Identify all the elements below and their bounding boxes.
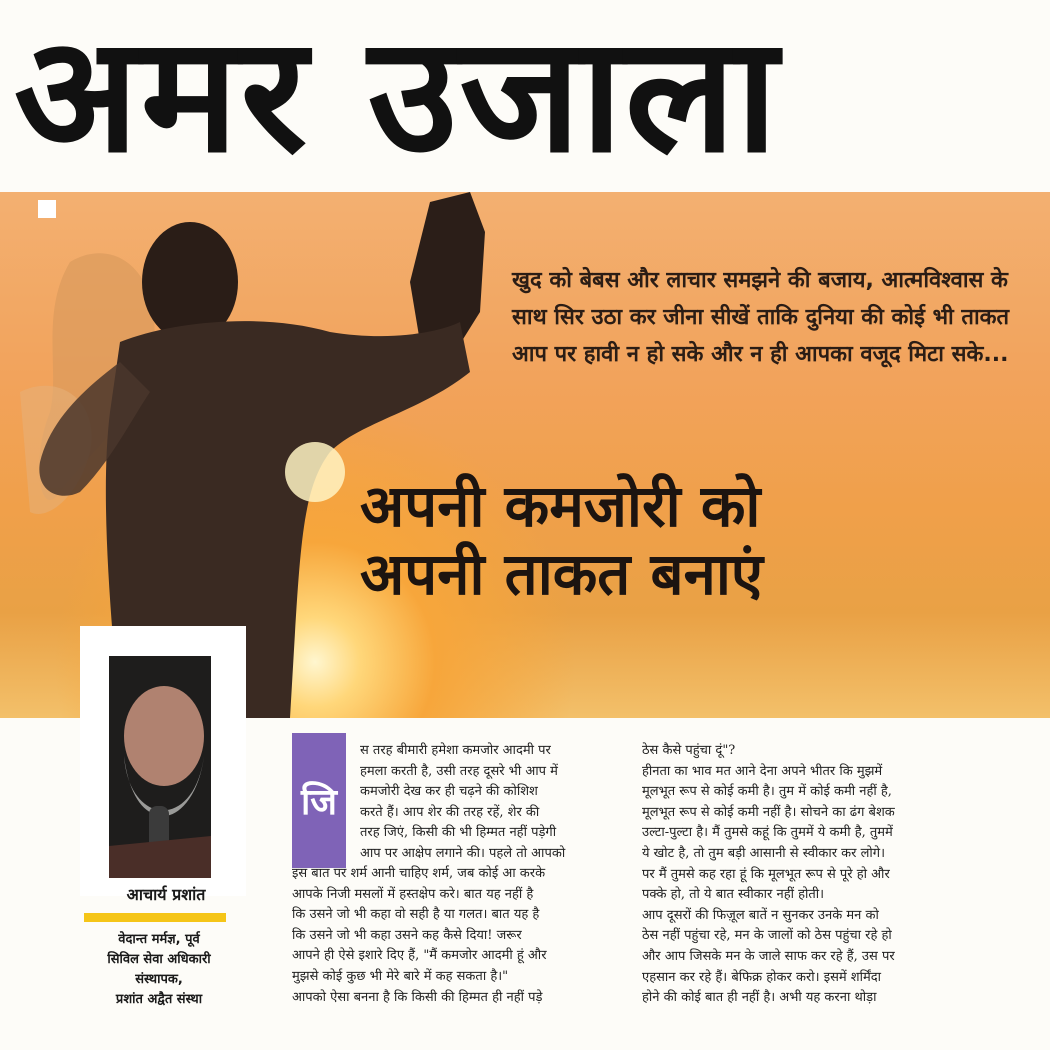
article-column-2: [642, 741, 972, 1009]
text-line: कि उसने जो भी कहा वो सही है या गलत। बात यह है: [292, 907, 540, 923]
article-headline: [360, 472, 1020, 608]
text-line: उल्टा-पुल्टा है। मैं तुमसे कहूं कि तुममें ये कमी है, तुममें: [642, 825, 893, 841]
author-name: आचार्य प्रशांत: [126, 885, 206, 904]
text-line: ये खोट है, तो तुम बड़ी आसानी से स्वीकार कर लोगे।: [642, 845, 886, 861]
text-line: हमला करती है, उसी तरह दूसरे भी आप में: [360, 763, 558, 779]
drop-cap: जि: [292, 733, 346, 868]
text-line: ठेस कैसे पहुंचा दूं"?: [642, 743, 736, 758]
article-column-1: [292, 864, 618, 1008]
article-column-1-intro: [360, 741, 618, 865]
headline-line-2: अपनी ताकत बनाएं: [360, 540, 763, 608]
text-line: आपको ऐसा बनना है कि किसी की हिम्मत ही नहीं पड़े: [292, 989, 543, 1005]
text-line: मूलभूत रूप से कोई कमी नहीं है। सोचने का ढंग बेशक: [642, 804, 895, 820]
text-line: करते हैं। आप शेर की तरह रहें, शेर की: [360, 804, 540, 820]
text-line: पर मैं तुमसे कह रहा हूं कि मूलभूत रूप से पूरे हो और: [642, 866, 890, 882]
text-line: होने की कोई बात ही नहीं है। अभी यह करना थोड़ा: [642, 990, 877, 1006]
text-line: और आप जिसके मन के जाले साफ कर रहे हैं, उस पर: [642, 948, 895, 964]
text-line: आप दूसरों की फिज़ूल बातें न सुनकर उनके मन को: [642, 907, 879, 923]
text-line: तरह जिएं, किसी की भी हिम्मत नहीं पड़ेगी: [360, 825, 557, 841]
text-line: एहसान कर रहे हैं। बेफिक्र होकर करो। इसमें शर्मिंदा: [642, 969, 882, 985]
text-line: स तरह बीमारी हमेशा कमजोर आदमी पर: [360, 743, 551, 758]
text-line: आप पर आक्षेप लगाने की। पहले तो आपको: [360, 845, 566, 861]
text-line: इस बात पर शर्म आनी चाहिए शर्म, जब कोई आ करके: [292, 866, 546, 881]
headline-line-1: अपनी कमजोरी को: [360, 472, 761, 540]
hero-intro-text: खुद को बेबस और लाचार समझने की बजाय, आत्मविश्वास के साथ सिर उठा कर जीना सीखें ताकि दुनिया की कोई भी ताकत आप पर हावी न हो सके और न ही आपका वजूद मिटा सके...: [512, 268, 1010, 367]
masthead: [0, 0, 1050, 190]
text-line: पक्के हो, तो ये बात स्वीकार नहीं होती।: [642, 887, 825, 903]
text-line: मूलभूत रूप से कोई कमी है। तुम में कोई कमी नहीं है,: [642, 784, 892, 800]
author-accent-bar: [84, 913, 226, 922]
text-line: कि उसने जो भी कहा उसने कह कैसे दिया! जरूर: [292, 927, 522, 943]
text-line: आपके निजी मसलों में हस्तक्षेप करे। बात यह नहीं है: [292, 886, 534, 902]
author-photo: [109, 656, 211, 878]
newspaper-logo: अमर उजाला: [14, 1, 780, 188]
text-line: कमजोरी देख कर ही चढ़ने की कोशिश: [360, 784, 538, 800]
text-line: आपने ही ऐसे इशारे दिए हैं, "मैं कमजोर आदमी हूं और: [292, 948, 547, 964]
text-line: ठेस नहीं पहुंचा रहे, मन के जालों को ठेस पहुंचा रहे हो: [642, 928, 892, 944]
text-line: हीनता का भाव मत आने देना अपने भीतर कि मुझमें: [642, 763, 883, 779]
author-portrait-image: [109, 656, 211, 878]
text-line: मुझसे कोई कुछ भी मेरे बारे में कह सकता है।": [292, 968, 509, 984]
author-description: वेदान्त मर्मज्ञ, पूर्व सिविल सेवा अधिकारी संस्थापक, प्रशांत अद्वैत संस्था: [107, 932, 211, 1007]
